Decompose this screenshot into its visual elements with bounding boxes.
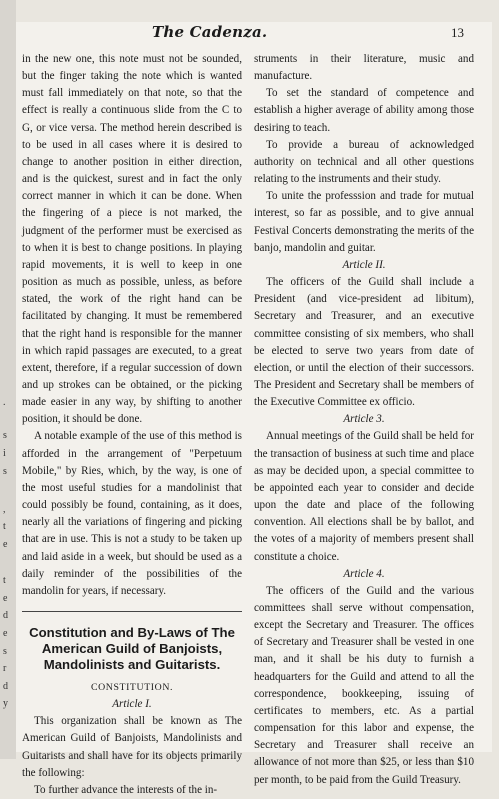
body-paragraph: struments in their literature, music and manufacture. xyxy=(254,53,474,83)
gutter-char: e xyxy=(3,628,8,639)
body-paragraph: This organization shall be known as The American Guild of Banjoists, Mandolinists and Guitarists and shall have for its objects primarily the following: xyxy=(22,715,242,779)
section-title: Constitution and By-Laws of The American Guild of Banjoists, Mandolinists and Guitarists. xyxy=(29,625,235,672)
scan-gutter xyxy=(0,0,16,759)
page-number: 13 xyxy=(451,25,464,40)
article-heading: Article I. xyxy=(112,698,152,711)
right-column xyxy=(254,51,474,789)
gutter-char: i xyxy=(3,448,6,459)
body-paragraph: To set the standard of competence and establish a higher average of ability among those desiring to teach. xyxy=(254,87,474,134)
body-paragraph: in the new one, this note must not be sounded, but the finger taking the note which is wanted must fall immediately on that note, so that the effect is really a continuous slide from the C to G, or vice versa. The method herein described is to be used in all cases where it is desired to change to another position in either direction, and is the quickest, surest and in fact the only correct manner in which it can be done. When the fingering of a piece is not marked, the judgment of the performer must be exercised as to when it is best to change positions. In playing rapid movements, it is well to keep in one position as much as possible, unless, as before stated, the work of the right hand can be facilitated by changing. It must be remembered that the right hand is responsible for the manner in which rapid passages are executed, to a great extent, therefore, if a regular succession of down and up strokes can be obtained, or the picking made easier in any way, by shifting to another position, it should be done. xyxy=(22,53,242,426)
gutter-char: , xyxy=(3,504,6,515)
gutter-char: e xyxy=(3,593,8,604)
section-divider xyxy=(22,611,242,612)
gutter-char: s xyxy=(3,646,7,657)
gutter-char: s xyxy=(3,430,7,441)
gutter-char: e xyxy=(3,539,8,550)
body-paragraph: To further advance the interests of the in- xyxy=(34,783,218,796)
gutter-char: t xyxy=(3,521,6,532)
gutter-char: t xyxy=(3,575,6,586)
section-subtitle: CONSTITUTION. xyxy=(90,682,174,693)
body-paragraph: A notable example of the use of this method is afforded in the arrangement of "Perpetuum Mobile," by Ries, which, by the way, is one of the most useful studies for a mandolinist that could possibly be found, containing, as it does, nearly all the variations of fingering and picking that are in use. This is not a study to be taken up and laid aside in a week, but should be used as a daily reminder of the possibilities of the mandolin for years, if necessary. xyxy=(22,430,242,597)
body-paragraph: Annual meetings of the Guild shall be held for the transaction of business at such time and place as may be decided upon, a special committee to be appointed each year to consider and decide upon the date and place of the following convention. All elections shall be by ballot, and the votes of a majority of members present shall constitute a choice. xyxy=(254,430,474,563)
article-heading: Article 4. xyxy=(343,567,385,580)
body-paragraph: To unite the professsion and trade for mutual interest, so far as possible, and to give annual Festival Concerts demonstrating the merits of the banjo, mandolin and guitar. xyxy=(254,190,474,254)
gutter-char: . xyxy=(3,397,6,408)
body-paragraph: The officers of the Guild and the various committees shall serve without compensation, except the Secretary and Treasurer. The offices of Secretary and Treasurer shall be vested in one man, and it shall be his duty to furnish a headquarters for the Guild and attend to all the correspondence, bookkeeping, issuing of certificates to members, etc. As a partial compensation for this labor and expense, the Secretary and Treasurer shall receive an allowance of not more than $25, or less than $10 per month, to be paid from the Guild Treasury. xyxy=(254,584,474,786)
gutter-char: s xyxy=(3,466,7,477)
gutter-char: r xyxy=(3,663,7,674)
body-paragraph: To provide a bureau of acknowledged authority on technical and all other questions relating to the instruments and their study. xyxy=(254,138,474,186)
gutter-char: d xyxy=(3,681,8,692)
gutter-char: y xyxy=(3,698,8,709)
article-heading: Article 3. xyxy=(343,413,385,426)
body-paragraph: The officers of the Guild shall include a President (and vice-president ad libitum), Secretary and Treasurer, and an executive committee consisting of six members, who shall be elected to serve two years from date of election, or until the election of their successors. The President and Secretary shall be members of the Executive Committee ex officio. xyxy=(254,276,474,409)
gutter-char: d xyxy=(3,610,8,621)
article-heading: Article II. xyxy=(342,258,386,271)
running-head-title: The Cadenza. xyxy=(152,23,268,41)
left-column xyxy=(22,51,242,799)
